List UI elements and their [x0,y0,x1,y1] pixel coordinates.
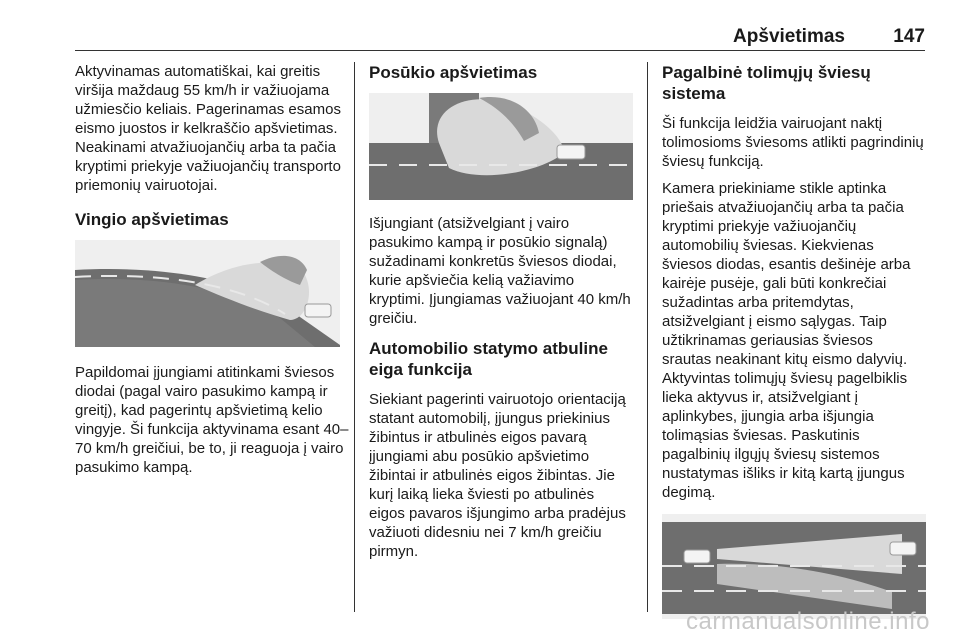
column-1 [75,62,353,485]
section-heading-cornering-lighting: Posūkio apšvietimas [369,63,538,82]
column-3 [662,62,926,633]
column-2 [369,62,633,569]
page-header [75,24,925,51]
high-beam-intro: Ši funkcija leidžia vairuojant naktį tolimosioms šviesoms atlikti pagrindinių šviesų funkciją. [662,115,924,170]
intro-paragraph: Aktyvinamas automatiškai, kai greitis viršija maždaug 55 km/h ir važiuojama užmiesčio keliais. Pagerinamas esamos eismo juostos ir kelkraščio apšvietimas. Neakinami atvažiuojančių arba ta pačia kryptimi priekyje važiuojančių transporto priemonių vairuotojai. [75,63,341,194]
page-number: 147 [893,26,925,47]
column-divider [647,62,648,612]
high-beam-text: Kamera priekiniame stikle aptinka priešais atvažiuojančių arba ta pačia kryptimi priekyje važiuojančių automobilių šviesas. Kiekvienas šviesos diodas, esantis dešinėje arba kairėje pusėje, gali būti konkrečiai sužadintas arba pritemdytas, atsižvelgiant į eismo sąlygas. Taip užtikrinamas geriausias šviesos srautas neakinant kitų eismo dalyvių. Aktyvintas tolimųjų šviesų pagelbiklis lieka aktyvus ir, atsižvelgiant į aplinkybes, įjungia arba išjungia tolimąsias šviesas. Paskutinis pagalbinių ilgųjų šviesų sistemos nustatymas išliks ir kitą kartą įjungus degimą. [662,180,911,501]
curve-lighting-illustration [75,240,340,347]
curve-lighting-text: Papildomai įjungiami atitinkami šviesos diodai (pagal vairo pasukimo kampą ir greitį), kad pagerintų apšvietimą kelio vingyje. Ši funkcija aktyvinama esant 40–70 km/h greičiui, be to, ji reaguoja į vairo pasukimo kampą. [75,364,349,476]
cornering-lighting-text: Išjungiant (atsižvelgiant į vairo pasukimo kampą ir posūkio signalą) sužadinami konkretūs šviesos diodai, kurie apšviečia kelią važiavimo kryptimi. Įjungiamas važiuojant 40 km/h greičiu. [369,215,631,327]
high-beam-assist-illustration [662,514,926,619]
cornering-lighting-illustration [369,93,633,200]
parking-function-text: Siekiant pagerinti vairuotojo orientaciją statant automobilį, įjungus priekinius žibintus ir atbulinės eigos pavarą įjungiami abu posūkio apšvietimo žibintai ir atbulinės eigos žibintas. Jie kurį laiką lieka šviesti po atbulinės eigos pavaros išjungimo arba pradėjus važiuoti didesniu nei 7 km/h greičiu pirmyn. [369,391,626,560]
section-heading-curve-lighting: Vingio apšvietimas [75,210,229,229]
section-heading-high-beam-assist: Pagalbinė tolimųjų šviesų sistema [662,63,871,103]
watermark: carmanualsonline.info [686,608,930,635]
section-heading-parking-function: Automobilio statymo atbuline eiga funkcija [369,339,608,379]
column-divider [354,62,355,612]
page-title: Apšvietimas [733,26,845,47]
